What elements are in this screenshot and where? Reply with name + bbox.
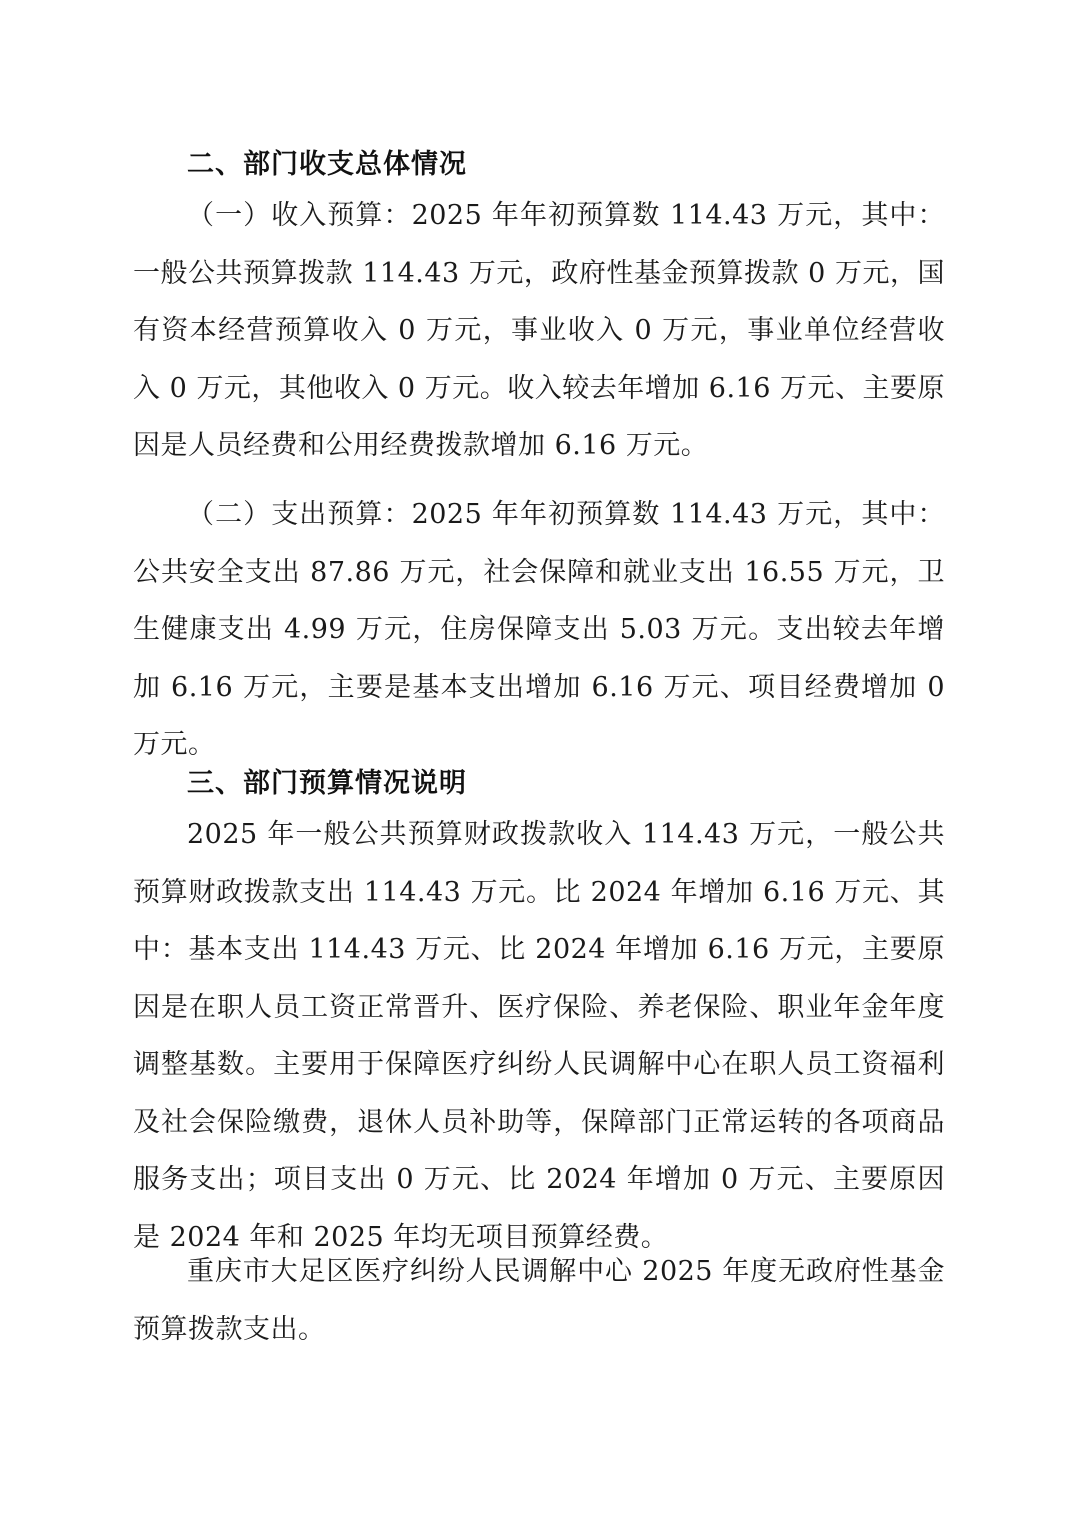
paragraph-general-budget: 2025 年一般公共预算财政拨款收入 114.43 万元，一般公共预算财政拨款支出 114.43 万元。比 2024 年增加 6.16 万元、其中：基本支出 114.43 万元、比 2024 年增加 6.16 万元，主要原因是在职人员工资正常晋升、医疗保险、养老保险、职业年金年度调整基数。主要用于保障医疗纠纷人民调解中心在职人员工资福利及社会保险缴费，退休人员补助等，保障部门正常运转的各项商品服务支出；项目支出 0 万元、比 2024 年增加 0 万元、主要原因是 2024 年和 2025 年均无项目预算经费。 bbox=[133, 819, 945, 1253]
paragraph-income-budget: （一）收入预算：2025 年年初预算数 114.43 万元，其中：一般公共预算拨款 114.43 万元，政府性基金预算拨款 0 万元，国有资本经营预算收入 0 万元，事业收入 0 万元，事业单位经营收入 0 万元，其他收入 0 万元。收入较去年增加 6.16 万元、主要原因是人员经费和公用经费拨款增加 6.16 万元。 bbox=[133, 200, 945, 461]
section-heading-overall: 二、部门收支总体情况 bbox=[187, 149, 467, 180]
paragraph-expenditure-budget: （二）支出预算：2025 年年初预算数 114.43 万元，其中：公共安全支出 87.86 万元，社会保障和就业支出 16.55 万元，卫生健康支出 4.99 万元，住房保障支出 5.03 万元。支出较去年增加 6.16 万元，主要是基本支出增加 6.16 万元、项目经费增加 0 万元。 bbox=[133, 499, 945, 760]
section-heading-budget-explanation: 三、部门预算情况说明 bbox=[187, 768, 467, 799]
paragraph-government-fund: 重庆市大足区医疗纠纷人民调解中心 2025 年度无政府性基金预算拨款支出。 bbox=[133, 1256, 945, 1345]
